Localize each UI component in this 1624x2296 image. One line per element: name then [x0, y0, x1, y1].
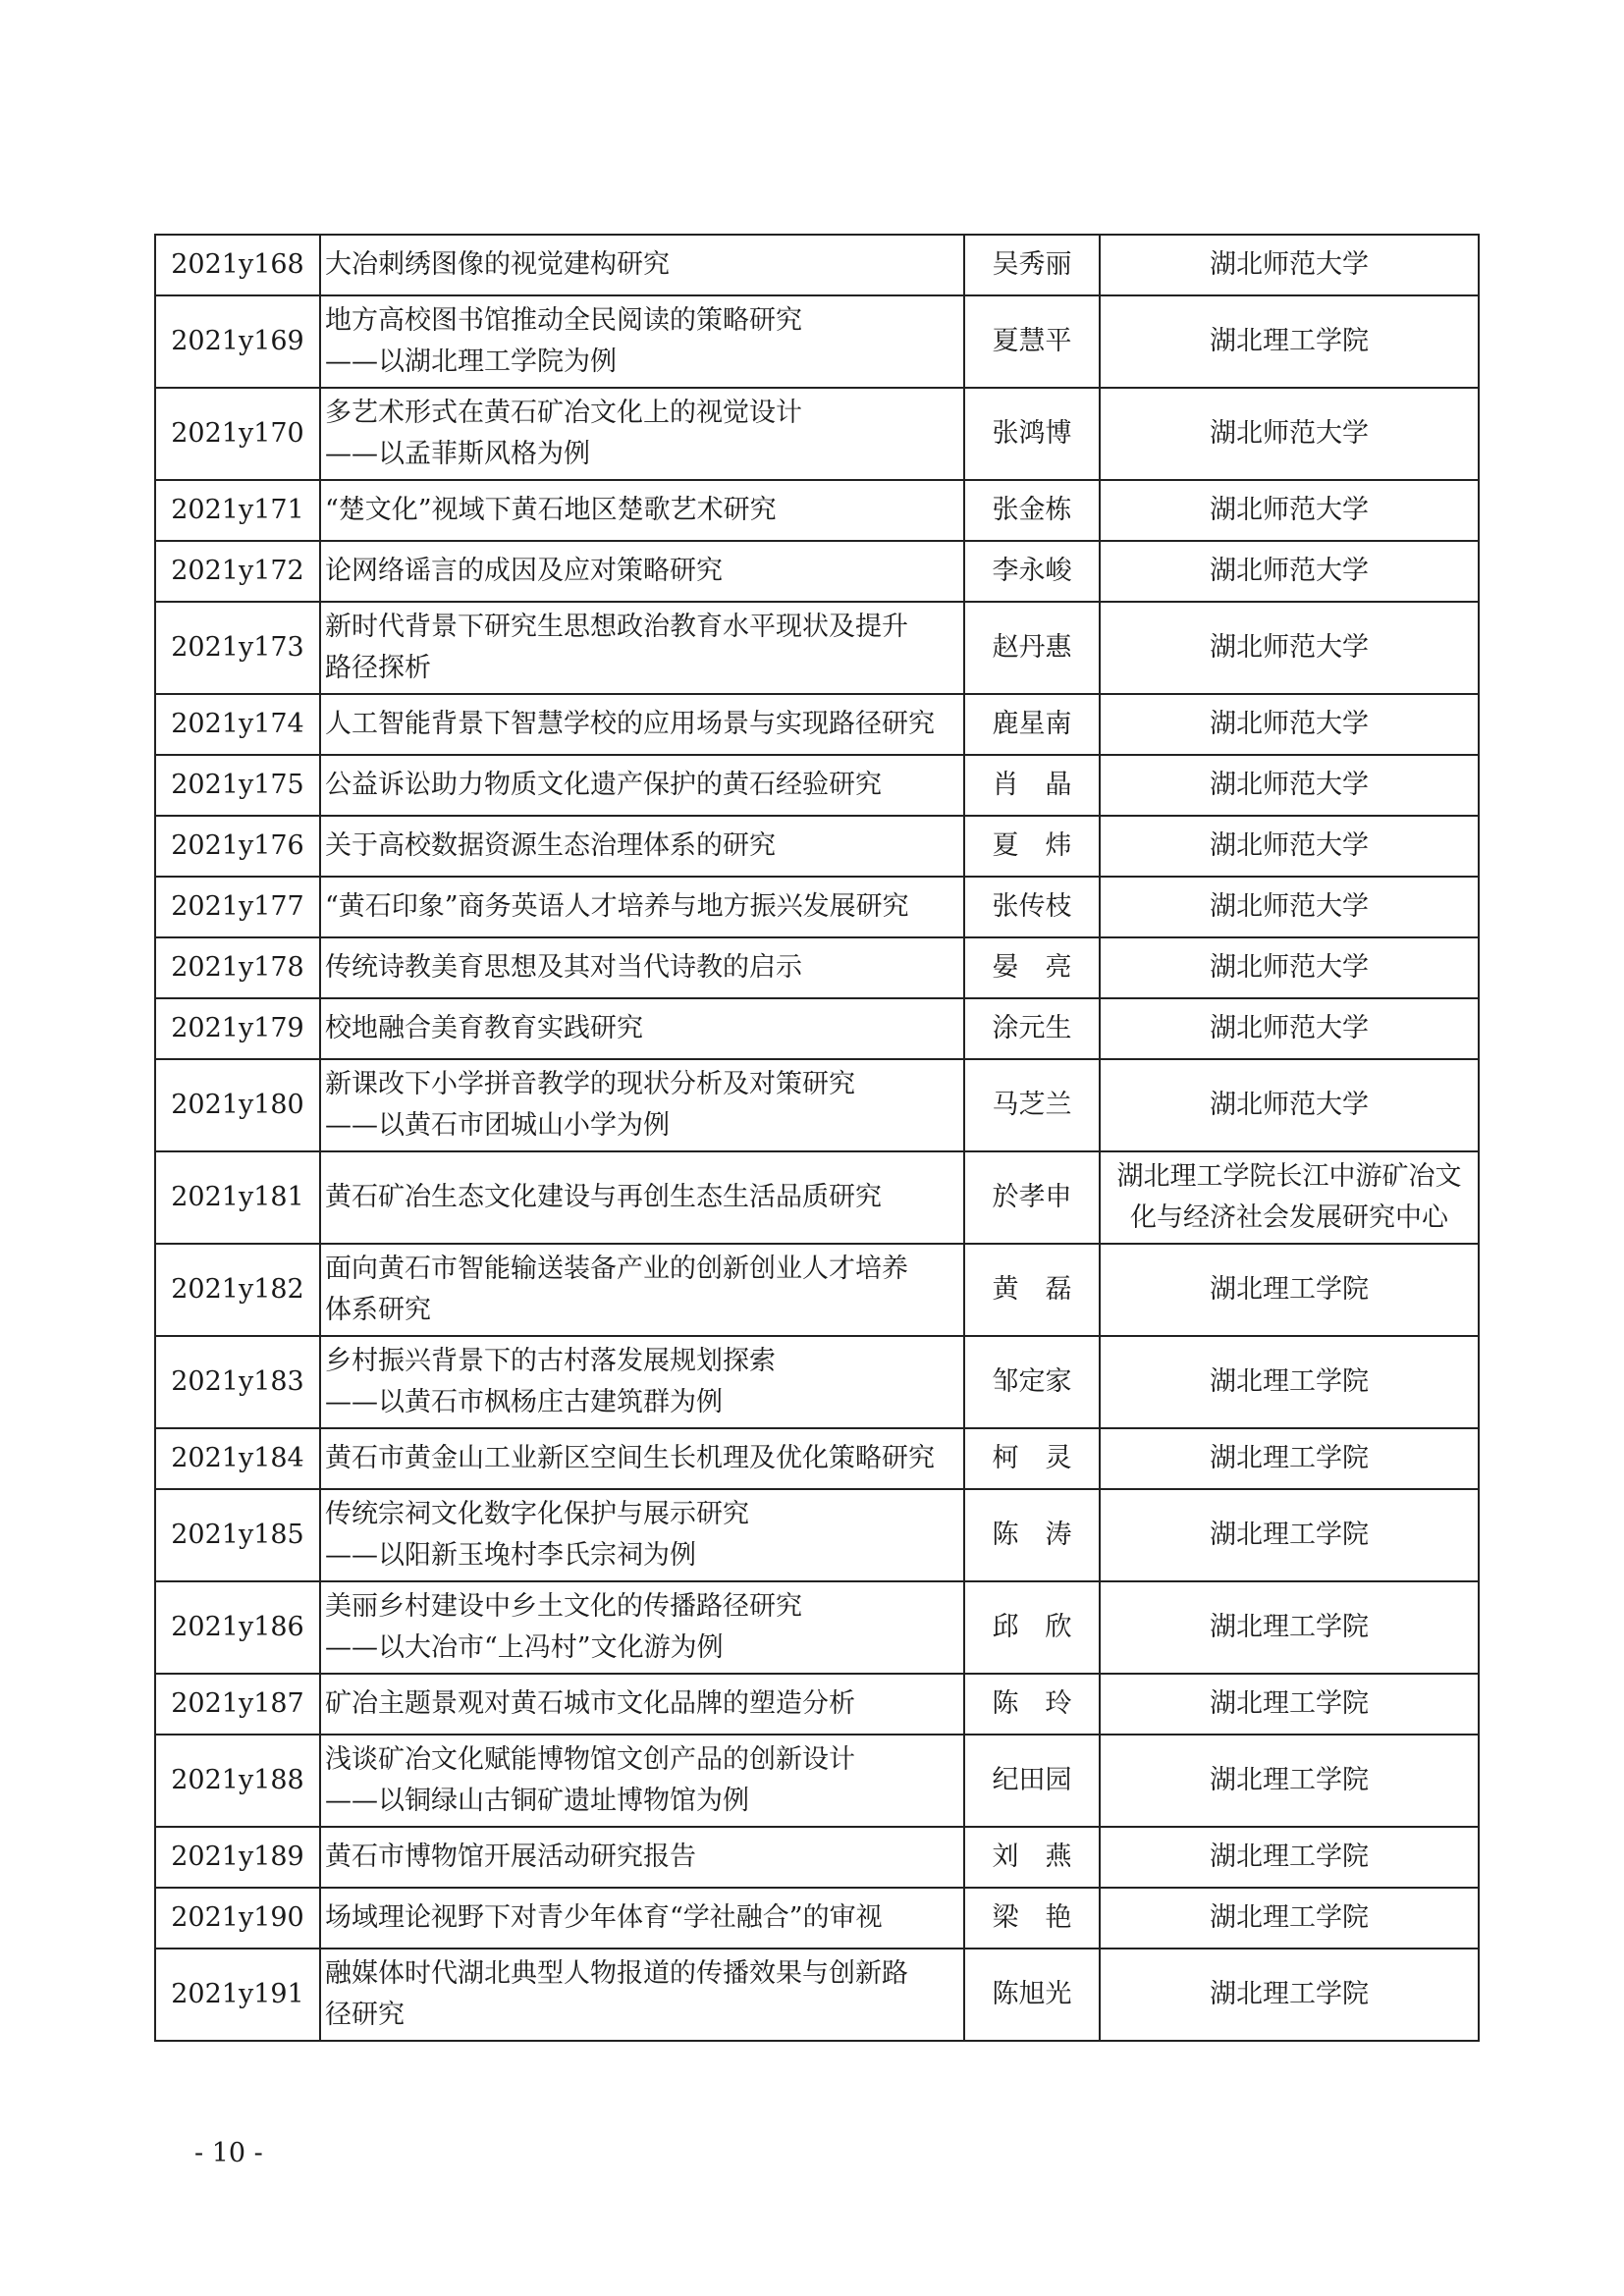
table-row — [155, 480, 1479, 541]
project-leader: 肖 晶 — [964, 755, 1100, 816]
project-title-line: 黄石市博物馆开展活动研究报告 — [325, 1842, 696, 1872]
table-row — [155, 1244, 1479, 1336]
project-title-line: 浅谈矿冶文化赋能博物馆文创产品的创新设计 — [325, 1744, 855, 1775]
organization-line: 湖北理工学院 — [1210, 1443, 1369, 1473]
project-organization — [1100, 1949, 1479, 2041]
organization-line: 湖北师范大学 — [1210, 1090, 1369, 1120]
project-title — [320, 1674, 964, 1735]
project-title — [320, 694, 964, 755]
project-leader: 纪田园 — [964, 1735, 1100, 1827]
project-leader: 陈旭光 — [964, 1949, 1100, 2041]
table-row — [155, 816, 1479, 877]
project-title-line: ——以大冶市“上冯村”文化游为例 — [325, 1632, 724, 1663]
project-title-line: 场域理论视野下对青少年体育“学社融合”的审视 — [325, 1902, 883, 1933]
project-title-line: 矿冶主题景观对黄石城市文化品牌的塑造分析 — [325, 1688, 855, 1719]
project-code: 2021y174 — [155, 694, 320, 755]
project-leader: 陈 玲 — [964, 1674, 1100, 1735]
organization-line: 湖北理工学院 — [1210, 1274, 1369, 1305]
organization-line: 湖北理工学院 — [1210, 1612, 1369, 1642]
project-code: 2021y191 — [155, 1949, 320, 2041]
project-leader: 黄 磊 — [964, 1244, 1100, 1336]
project-code: 2021y190 — [155, 1888, 320, 1949]
organization-line: 湖北师范大学 — [1210, 632, 1369, 663]
project-organization — [1100, 755, 1479, 816]
project-leader: 陈 涛 — [964, 1489, 1100, 1581]
project-code: 2021y181 — [155, 1151, 320, 1244]
project-leader: 张金栋 — [964, 480, 1100, 541]
project-title — [320, 1489, 964, 1581]
table-row — [155, 1428, 1479, 1489]
project-title-line: 公益诉讼助力物质文化遗产保护的黄石经验研究 — [325, 770, 882, 800]
page-number: - 10 - — [194, 2138, 263, 2168]
table-row — [155, 1735, 1479, 1827]
project-leader: 夏慧平 — [964, 295, 1100, 388]
project-table — [154, 234, 1480, 2042]
project-code: 2021y182 — [155, 1244, 320, 1336]
project-leader: 於孝申 — [964, 1151, 1100, 1244]
project-organization — [1100, 388, 1479, 480]
table-row — [155, 1059, 1479, 1151]
project-code: 2021y180 — [155, 1059, 320, 1151]
table-row — [155, 602, 1479, 694]
table-row — [155, 1581, 1479, 1674]
table-row — [155, 1151, 1479, 1244]
project-title — [320, 937, 964, 998]
project-code: 2021y175 — [155, 755, 320, 816]
table-body — [155, 235, 1479, 2041]
project-organization — [1100, 1428, 1479, 1489]
organization-line: 湖北师范大学 — [1210, 495, 1369, 525]
project-title-line: 乡村振兴背景下的古村落发展规划探索 — [325, 1346, 776, 1376]
project-code: 2021y188 — [155, 1735, 320, 1827]
table-row — [155, 877, 1479, 937]
project-code: 2021y173 — [155, 602, 320, 694]
organization-line: 湖北师范大学 — [1210, 418, 1369, 449]
project-title-line: 传统宗祠文化数字化保护与展示研究 — [325, 1499, 749, 1529]
project-title-line: 大冶刺绣图像的视觉建构研究 — [325, 249, 670, 280]
project-title — [320, 1888, 964, 1949]
table-row — [155, 541, 1479, 602]
organization-line: 湖北理工学院 — [1210, 1842, 1369, 1872]
project-title-line: 关于高校数据资源生态治理体系的研究 — [325, 830, 776, 861]
project-code: 2021y184 — [155, 1428, 320, 1489]
project-title — [320, 877, 964, 937]
project-code: 2021y169 — [155, 295, 320, 388]
table-row — [155, 295, 1479, 388]
organization-line: 湖北师范大学 — [1210, 952, 1369, 983]
project-code: 2021y186 — [155, 1581, 320, 1674]
organization-line: 湖北理工学院 — [1210, 1520, 1369, 1550]
project-leader: 吴秀丽 — [964, 235, 1100, 295]
project-table-container — [154, 234, 1478, 2042]
project-code: 2021y187 — [155, 1674, 320, 1735]
table-row — [155, 694, 1479, 755]
project-title — [320, 1827, 964, 1888]
table-row — [155, 998, 1479, 1059]
project-code: 2021y178 — [155, 937, 320, 998]
project-organization — [1100, 1489, 1479, 1581]
table-row — [155, 1949, 1479, 2041]
project-title-line: “楚文化”视域下黄石地区楚歌艺术研究 — [325, 495, 777, 525]
project-title — [320, 235, 964, 295]
project-title — [320, 602, 964, 694]
project-title-line: 新课改下小学拼音教学的现状分析及对策研究 — [325, 1069, 855, 1099]
project-organization — [1100, 816, 1479, 877]
project-title-line: 美丽乡村建设中乡土文化的传播路径研究 — [325, 1591, 802, 1622]
organization-line: 湖北师范大学 — [1210, 556, 1369, 586]
project-organization — [1100, 1735, 1479, 1827]
organization-line: 湖北师范大学 — [1210, 709, 1369, 739]
project-title — [320, 998, 964, 1059]
project-title — [320, 388, 964, 480]
project-organization — [1100, 1059, 1479, 1151]
project-title-line: “黄石印象”商务英语人才培养与地方振兴发展研究 — [325, 891, 909, 922]
project-organization — [1100, 937, 1479, 998]
organization-line: 湖北师范大学 — [1210, 249, 1369, 280]
project-title — [320, 1428, 964, 1489]
project-leader: 刘 燕 — [964, 1827, 1100, 1888]
project-code: 2021y177 — [155, 877, 320, 937]
project-title-line: 人工智能背景下智慧学校的应用场景与实现路径研究 — [325, 709, 935, 739]
project-leader: 鹿星南 — [964, 694, 1100, 755]
project-organization — [1100, 1581, 1479, 1674]
project-title-line: 面向黄石市智能输送装备产业的创新创业人才培养 — [325, 1254, 908, 1284]
project-leader: 梁 艳 — [964, 1888, 1100, 1949]
project-leader: 邱 欣 — [964, 1581, 1100, 1674]
project-organization — [1100, 1827, 1479, 1888]
organization-line: 湖北理工学院 — [1210, 1366, 1369, 1397]
project-title — [320, 1336, 964, 1428]
table-row — [155, 937, 1479, 998]
project-organization — [1100, 541, 1479, 602]
project-title — [320, 1735, 964, 1827]
project-title-line: ——以铜绿山古铜矿遗址博物馆为例 — [325, 1786, 749, 1816]
organization-line: 湖北理工学院 — [1210, 1902, 1369, 1933]
organization-line: 湖北师范大学 — [1210, 770, 1369, 800]
project-code: 2021y168 — [155, 235, 320, 295]
project-title-line: ——以湖北理工学院为例 — [325, 347, 617, 377]
project-title — [320, 541, 964, 602]
project-code: 2021y172 — [155, 541, 320, 602]
project-organization — [1100, 694, 1479, 755]
project-leader: 涂元生 — [964, 998, 1100, 1059]
project-title-line: 多艺术形式在黄石矿冶文化上的视觉设计 — [325, 398, 802, 428]
project-title — [320, 1151, 964, 1244]
organization-line: 化与经济社会发展研究中心 — [1130, 1202, 1448, 1233]
project-organization — [1100, 1336, 1479, 1428]
project-leader: 马芝兰 — [964, 1059, 1100, 1151]
project-organization — [1100, 998, 1479, 1059]
project-title — [320, 816, 964, 877]
project-organization — [1100, 602, 1479, 694]
project-code: 2021y171 — [155, 480, 320, 541]
project-organization — [1100, 877, 1479, 937]
project-organization — [1100, 1244, 1479, 1336]
project-code: 2021y170 — [155, 388, 320, 480]
project-code: 2021y176 — [155, 816, 320, 877]
project-title-line: 传统诗教美育思想及其对当代诗教的启示 — [325, 952, 802, 983]
project-title-line: 融媒体时代湖北典型人物报道的传播效果与创新路 — [325, 1958, 908, 1989]
project-leader: 李永峻 — [964, 541, 1100, 602]
organization-line: 湖北理工学院 — [1210, 1765, 1369, 1795]
table-row — [155, 1827, 1479, 1888]
table-row — [155, 1674, 1479, 1735]
project-title-line: 径研究 — [325, 2000, 405, 2030]
project-title-line: 新时代背景下研究生思想政治教育水平现状及提升 — [325, 612, 908, 642]
project-code: 2021y183 — [155, 1336, 320, 1428]
project-leader: 张鸿博 — [964, 388, 1100, 480]
table-row — [155, 388, 1479, 480]
table-row — [155, 755, 1479, 816]
organization-line: 湖北师范大学 — [1210, 830, 1369, 861]
organization-line: 湖北理工学院 — [1210, 326, 1369, 356]
organization-line: 湖北理工学院 — [1210, 1979, 1369, 2009]
table-row — [155, 235, 1479, 295]
project-code: 2021y179 — [155, 998, 320, 1059]
project-title-line: ——以黄石市团城山小学为例 — [325, 1110, 670, 1141]
organization-line: 湖北理工学院 — [1210, 1688, 1369, 1719]
project-title — [320, 480, 964, 541]
project-leader: 赵丹惠 — [964, 602, 1100, 694]
project-organization — [1100, 295, 1479, 388]
project-leader: 邹定家 — [964, 1336, 1100, 1428]
project-title — [320, 1244, 964, 1336]
table-row — [155, 1888, 1479, 1949]
project-title-line: 黄石市黄金山工业新区空间生长机理及优化策略研究 — [325, 1443, 935, 1473]
project-leader: 夏 炜 — [964, 816, 1100, 877]
organization-line: 湖北师范大学 — [1210, 1013, 1369, 1043]
table-row — [155, 1489, 1479, 1581]
project-title-line: 黄石矿冶生态文化建设与再创生态生活品质研究 — [325, 1182, 882, 1212]
project-organization — [1100, 235, 1479, 295]
project-leader: 柯 灵 — [964, 1428, 1100, 1489]
project-code: 2021y189 — [155, 1827, 320, 1888]
project-title-line: ——以孟菲斯风格为例 — [325, 439, 590, 469]
project-title-line: 地方高校图书馆推动全民阅读的策略研究 — [325, 305, 802, 336]
project-title-line: 体系研究 — [325, 1295, 431, 1325]
project-title — [320, 1949, 964, 2041]
project-title-line: ——以阳新玉堍村李氏宗祠为例 — [325, 1540, 696, 1571]
project-title — [320, 1059, 964, 1151]
table-row — [155, 1336, 1479, 1428]
project-title-line: 校地融合美育教育实践研究 — [325, 1013, 643, 1043]
organization-line: 湖北师范大学 — [1210, 891, 1369, 922]
project-title-line: 路径探析 — [325, 653, 431, 683]
project-title-line: 论网络谣言的成因及应对策略研究 — [325, 556, 723, 586]
project-title — [320, 295, 964, 388]
project-code: 2021y185 — [155, 1489, 320, 1581]
project-leader: 晏 亮 — [964, 937, 1100, 998]
project-organization — [1100, 1151, 1479, 1244]
project-title — [320, 755, 964, 816]
organization-line: 湖北理工学院长江中游矿冶文 — [1116, 1161, 1462, 1192]
project-leader: 张传枝 — [964, 877, 1100, 937]
project-organization — [1100, 1888, 1479, 1949]
project-title — [320, 1581, 964, 1674]
project-title-line: ——以黄石市枫杨庄古建筑群为例 — [325, 1387, 723, 1417]
project-organization — [1100, 480, 1479, 541]
project-organization — [1100, 1674, 1479, 1735]
